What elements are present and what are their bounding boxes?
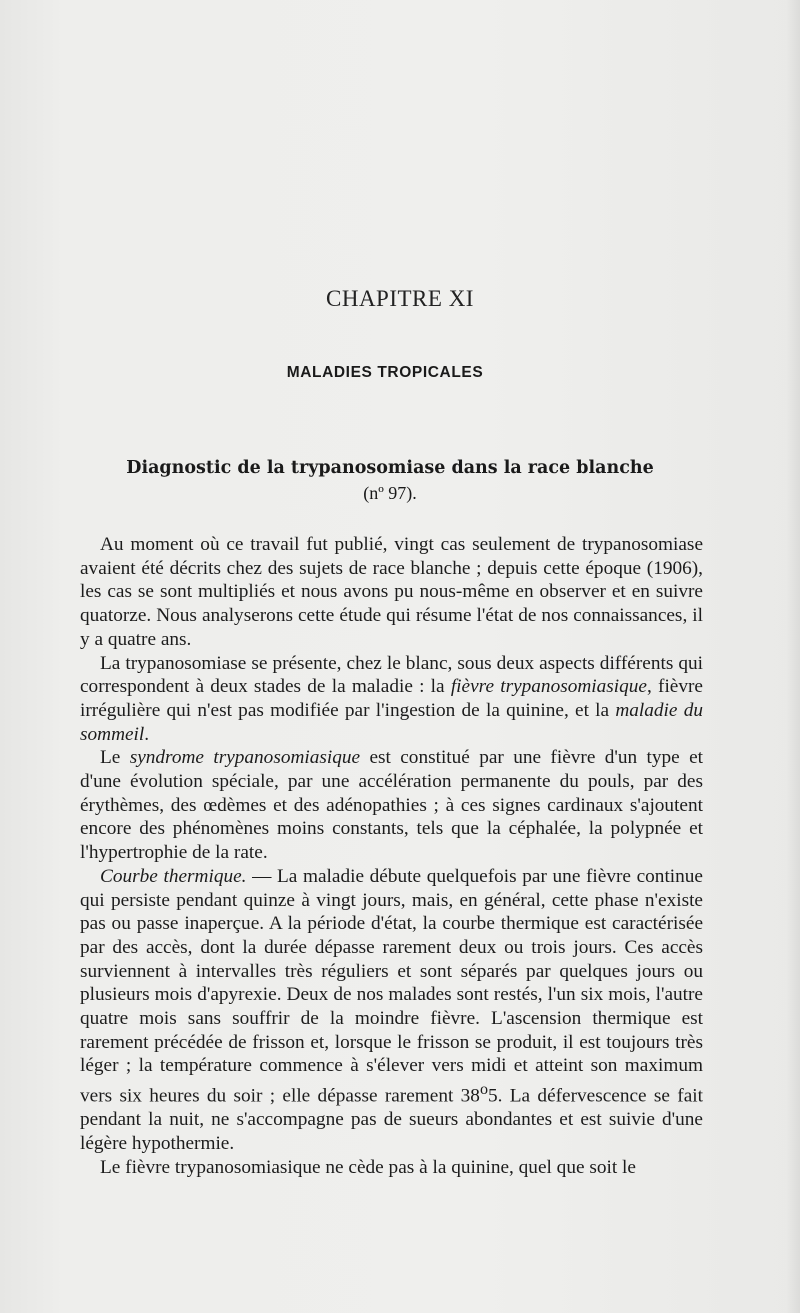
paragraph-3	[80, 746, 703, 865]
page-edge-shadow	[786, 0, 800, 1313]
chapter-heading: CHAPITRE XI	[326, 286, 474, 311]
paragraph-3-text-a: Le	[100, 747, 130, 769]
paragraph-2-text-a: La trypanosomiase se présente, chez le blanc, sous deux aspects différents qui correspondent à deux stades de la maladie : la	[80, 652, 703, 698]
article-title-text: Diagnostic de la trypanosomiase dans la race blanche	[126, 458, 654, 478]
paragraph-2	[80, 652, 703, 747]
paragraph-2-emphasis-a: fièvre trypanosomiasique	[450, 676, 647, 698]
paragraph-3-emphasis: syndrome trypanosomiasique	[129, 747, 361, 769]
paragraph-2-text-c: .	[144, 723, 150, 745]
section-heading: MALADIES TROPICALES	[286, 364, 484, 381]
paragraph-2-text-b: , fièvre irrégulière qui n'est pas modifiée par l'ingestion de la quinine, et la	[80, 676, 703, 721]
paragraph-4-emphasis: Courbe thermique.	[100, 865, 247, 887]
article-title	[95, 456, 685, 507]
paragraph-2-emphasis-b: maladie du sommeil	[80, 699, 703, 745]
paragraph-4-text-b: 5. La défervescence se fait pendant la nuit, ne s'accompagne pas de sueurs abondantes et est suivie d'une légère hypothermie.	[80, 1085, 703, 1154]
paragraph-5: Le fièvre trypanosomiasique ne cède pas à la quinine, quel que soit le	[100, 1156, 636, 1178]
article-number: (nº 97).	[363, 483, 417, 503]
body-text	[80, 533, 703, 1179]
paragraph-4	[80, 865, 703, 1156]
paragraph-1: Au moment où ce travail fut publié, vingt cas seulement de trypanosomiase avaient été décrits chez des sujets de race blanche ; depuis cette époque (1906), les cas se sont multipliés et nous avons pu nous-même en observer et en suivre quatorze. Nous analyserons cette étude qui résume l'état de nos connaissances, il y a quatre ans.	[80, 534, 703, 650]
paragraph-4-text-a: — La maladie débute quelquefois par une fièvre continue qui persiste pendant quinze à vingt jours, mais, en général, cette phase n'existe pas ou passe inaperçue. A la période d'état, la courbe thermique est caractérisée par des accès, dont la durée dépasse rarement deux ou trois jours. Ces accès surviennent à intervalles très réguliers et sont séparés par quelques jours ou plusieurs mois d'apyrexie. Deux de nos malades sont restés, l'un six mois, l'autre quatre mois sans souffrir de la moindre fièvre. L'ascension thermique est rarement précédée de frisson et, lorsque le frisson se produit, il est toujours très léger ; la température commence à s'élever vers midi et atteint son maximum vers six heures du soir ; elle dépasse rarement 38	[80, 865, 703, 1107]
paragraph-3-text-b: est constitué par une fièvre d'un type et d'une évolution spéciale, par une accélération permanente du pouls, par des érythèmes, des œdèmes et des adénopathies ; à ces signes cardinaux s'ajoutent encore des phénomènes moins constants, tels que la céphalée, la polypnée et l'hypertrophie de la rate.	[80, 747, 704, 864]
paragraph-4-degree-sup: o	[479, 1081, 488, 1099]
